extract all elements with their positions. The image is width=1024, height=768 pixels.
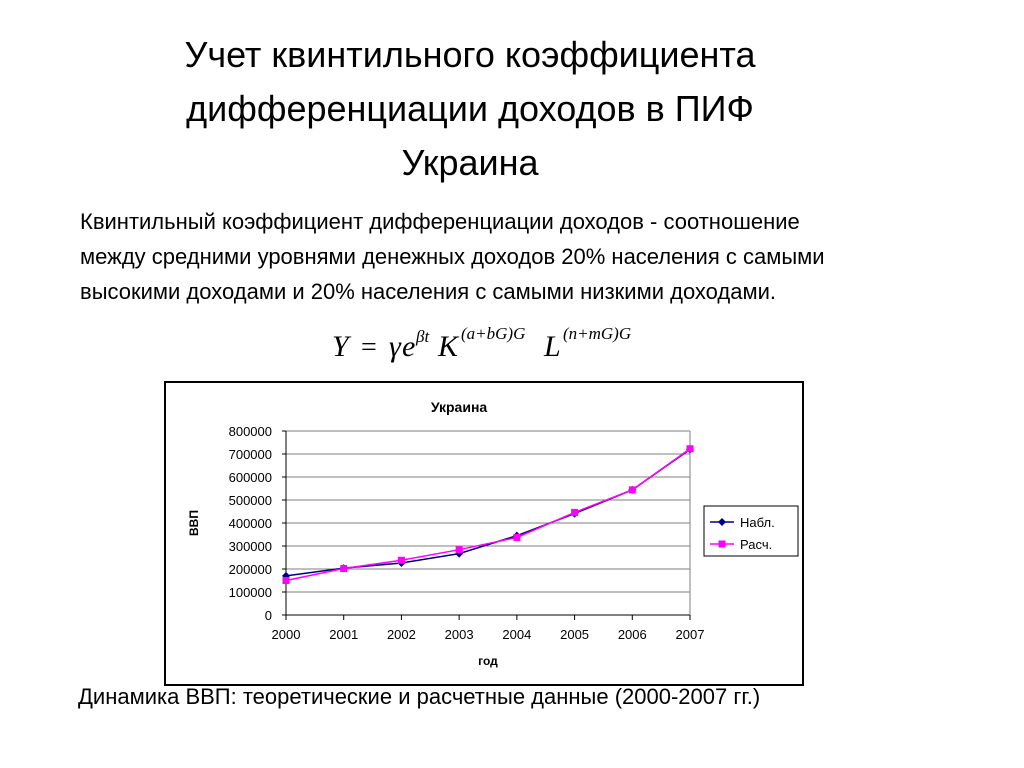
chart-legend [704,506,798,556]
data-point-square [398,557,405,564]
title-line: Украина [401,142,539,183]
chart-title: Украина [430,399,488,415]
x-axis-label: год [478,654,498,668]
formula-gamma: γ [389,330,401,363]
chart-svg [166,383,802,684]
definition-text [80,204,980,309]
title-line: дифференциации доходов в ПИФ [186,88,754,129]
chart-caption: Динамика ВВП: теоретические и расчетные данные (2000-2007 гг.) [78,684,761,709]
formula-e: e [402,330,416,363]
series-observed [282,445,694,580]
formula-l: L [544,330,561,363]
definition-line: Квинтильный коэффициент дифференциации доходов - соотношение [80,209,800,234]
y-tick-label: 800000 [228,424,272,439]
data-point-square [629,486,636,493]
series-line [286,449,690,576]
y-tick-label: 700000 [228,447,272,462]
x-tick-label: 2006 [617,627,647,642]
formula-svg [330,318,670,378]
data-point-square [687,445,694,452]
y-tick-label: 200000 [228,562,272,577]
x-tick-label: 2002 [386,627,416,642]
formula-e-exponent: βt [416,327,430,346]
formula-y: Y [332,330,349,363]
legend-label: Расч. [740,537,773,552]
definition-line: между средними уровнями денежных доходов 20% населения с самыми [80,244,825,269]
slide-title [60,28,880,190]
series-line [286,449,690,581]
y-tick-label: 0 [264,608,272,623]
data-point-square [719,541,726,548]
definition-line: высокими доходами и 20% населения с самыми низкими доходами. [80,279,777,304]
formula-k-exponent: (a+bG)G [461,324,526,343]
data-point-square [283,577,290,584]
chart-series [282,445,694,584]
x-axis-ticks [272,615,705,642]
data-point-square [340,565,347,572]
legend-label: Набл. [740,515,775,530]
formula-k: K [438,330,459,363]
data-point-square [513,534,520,541]
gdp-chart [164,381,804,686]
x-tick-label: 2005 [560,627,590,642]
x-tick-label: 2003 [444,627,474,642]
y-tick-label: 300000 [228,539,272,554]
x-tick-label: 2000 [271,627,301,642]
data-point-square [456,546,463,553]
y-axis-ticks [229,424,286,623]
y-axis-label: ВВП [187,510,201,536]
series-calculated [283,445,694,584]
x-tick-label: 2007 [675,627,705,642]
formula-equals: = [361,332,377,363]
y-tick-label: 600000 [228,470,272,485]
y-tick-label: 500000 [228,493,272,508]
y-tick-label: 100000 [228,585,272,600]
y-tick-label: 400000 [228,516,272,531]
x-tick-label: 2001 [329,627,359,642]
production-function-formula [330,318,670,378]
data-point-square [571,509,578,516]
title-line: Учет квинтильного коэффициента [184,34,756,75]
x-tick-label: 2004 [502,627,532,642]
formula-l-exponent: (n+mG)G [563,324,632,343]
